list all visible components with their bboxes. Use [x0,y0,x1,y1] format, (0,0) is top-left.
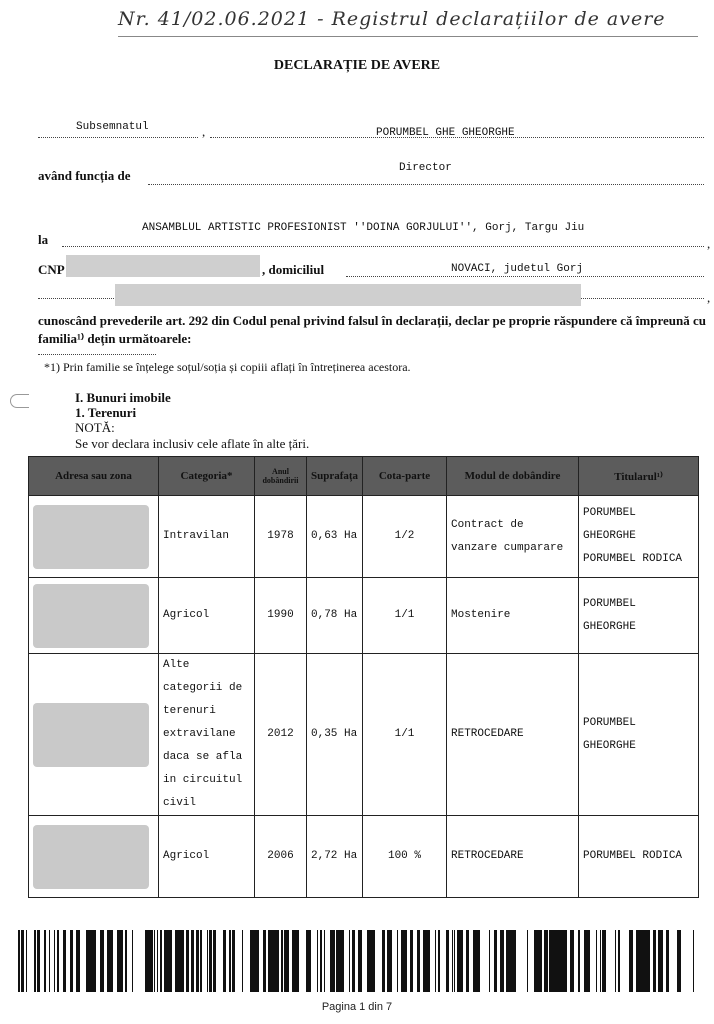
redacted-address [33,584,149,648]
adresa-cell [29,816,159,898]
comma: , [202,124,206,139]
table-row [29,496,699,578]
comma: , [707,290,711,305]
cota-cell: 1/1 [363,578,447,654]
suprafata-cell: 2,72 Ha [307,816,363,898]
redacted-address [33,825,149,889]
column-header-adresa: Adresa sau zona [29,457,159,496]
categoria-cell: Agricol [159,578,255,654]
document-barcode [18,930,694,992]
table-row [29,578,699,654]
cota-cell: 1/2 [363,496,447,578]
functia-value: Director [399,162,452,174]
column-header-modul: Modul de dobândire [447,457,579,496]
column-header-anul: Anul dobândirii [255,457,307,496]
subsection-heading: 1. Terenuri [75,405,137,420]
table-header-row [29,457,699,496]
page-number: Pagina 1 din 7 [321,1001,393,1013]
footnote-family: *1) Prin familie se înțelege soțul/soția și copiii aflați în întreținerea acestora. [44,360,411,374]
institutie-value: ANSAMBLUL ARTISTIC PROFESIONIST ''DOINA GORJULUI'', Gorj, Targu Jiu [142,222,585,234]
suprafata-cell: 0,35 Ha [307,654,363,816]
handwritten-registry-note: Nr. 41/02.06.2021 - Registrul declarațiilor de avere [118,8,666,30]
categoria-cell: Intravilan [159,496,255,578]
adresa-cell [29,578,159,654]
modul-cell: Mostenire [447,578,579,654]
anul-cell: 2006 [255,816,307,898]
declarant-name: PORUMBEL GHE GHEORGHE [376,127,515,139]
subsemnatul-label: Subsemnatul [76,121,149,133]
redacted-address [33,505,149,569]
suprafata-cell: 0,63 Ha [307,496,363,578]
anul-cell: 1990 [255,578,307,654]
redacted-address [33,703,149,767]
modul-cell: RETROCEDARE [447,654,579,816]
cota-cell: 1/1 [363,654,447,816]
table-row [29,816,699,898]
nota-label: NOTĂ: [75,420,115,435]
column-header-titular: Titularul¹⁾ [579,457,699,496]
titular-cell: PORUMBEL GHEORGHE [579,578,699,654]
functia-label: având funcția de [38,168,131,183]
la-label: la [38,232,49,247]
column-header-categoria: Categoria* [159,457,255,496]
dotted-line [38,354,156,355]
section-heading: I. Bunuri imobile [75,390,171,405]
cota-cell: 100 % [363,816,447,898]
column-header-suprafata: Suprafața [307,457,363,496]
titular-cell: PORUMBEL GHEORGHE [579,654,699,816]
punch-hole-mark [10,394,29,408]
dotted-line [62,246,704,247]
anul-cell: 1978 [255,496,307,578]
modul-cell: RETROCEDARE [447,816,579,898]
document-title: DECLARAȚIE DE AVERE [273,58,441,73]
adresa-cell [29,654,159,816]
anul-cell: 2012 [255,654,307,816]
handwritten-underline [118,36,698,37]
titular-cell: PORUMBEL GHEORGHE PORUMBEL RODICA [579,496,699,578]
redacted-cnp [66,255,260,277]
categoria-cell: Agricol [159,816,255,898]
domiciliul-label: , domiciliul [262,262,325,277]
suprafata-cell: 0,78 Ha [307,578,363,654]
categoria-cell: Alte categorii de terenuri extravilane daca se afla in circuitul civil [159,654,255,816]
statement-paragraph: cunoscând prevederile art. 292 din Codul penal privind falsul în declarații, declar pe proprie răspundere că împreună cu familia¹⁾ dețin următoarele: [38,313,706,346]
domiciliul-value: NOVACI, judetul Gorj [451,263,584,275]
dotted-line [148,184,704,185]
column-header-cota: Cota-parte [363,457,447,496]
table-row [29,654,699,816]
comma: , [707,236,711,251]
modul-cell: Contract de vanzare cumparare [447,496,579,578]
nota-text: Se vor declara inclusiv cele aflate în alte țări. [75,436,310,451]
titular-cell: PORUMBEL RODICA [579,816,699,898]
adresa-cell [29,496,159,578]
cnp-label: CNP [38,262,65,277]
dotted-line [346,276,704,277]
dotted-line [38,137,198,138]
redacted-address [115,284,581,306]
terenuri-table [28,456,699,898]
